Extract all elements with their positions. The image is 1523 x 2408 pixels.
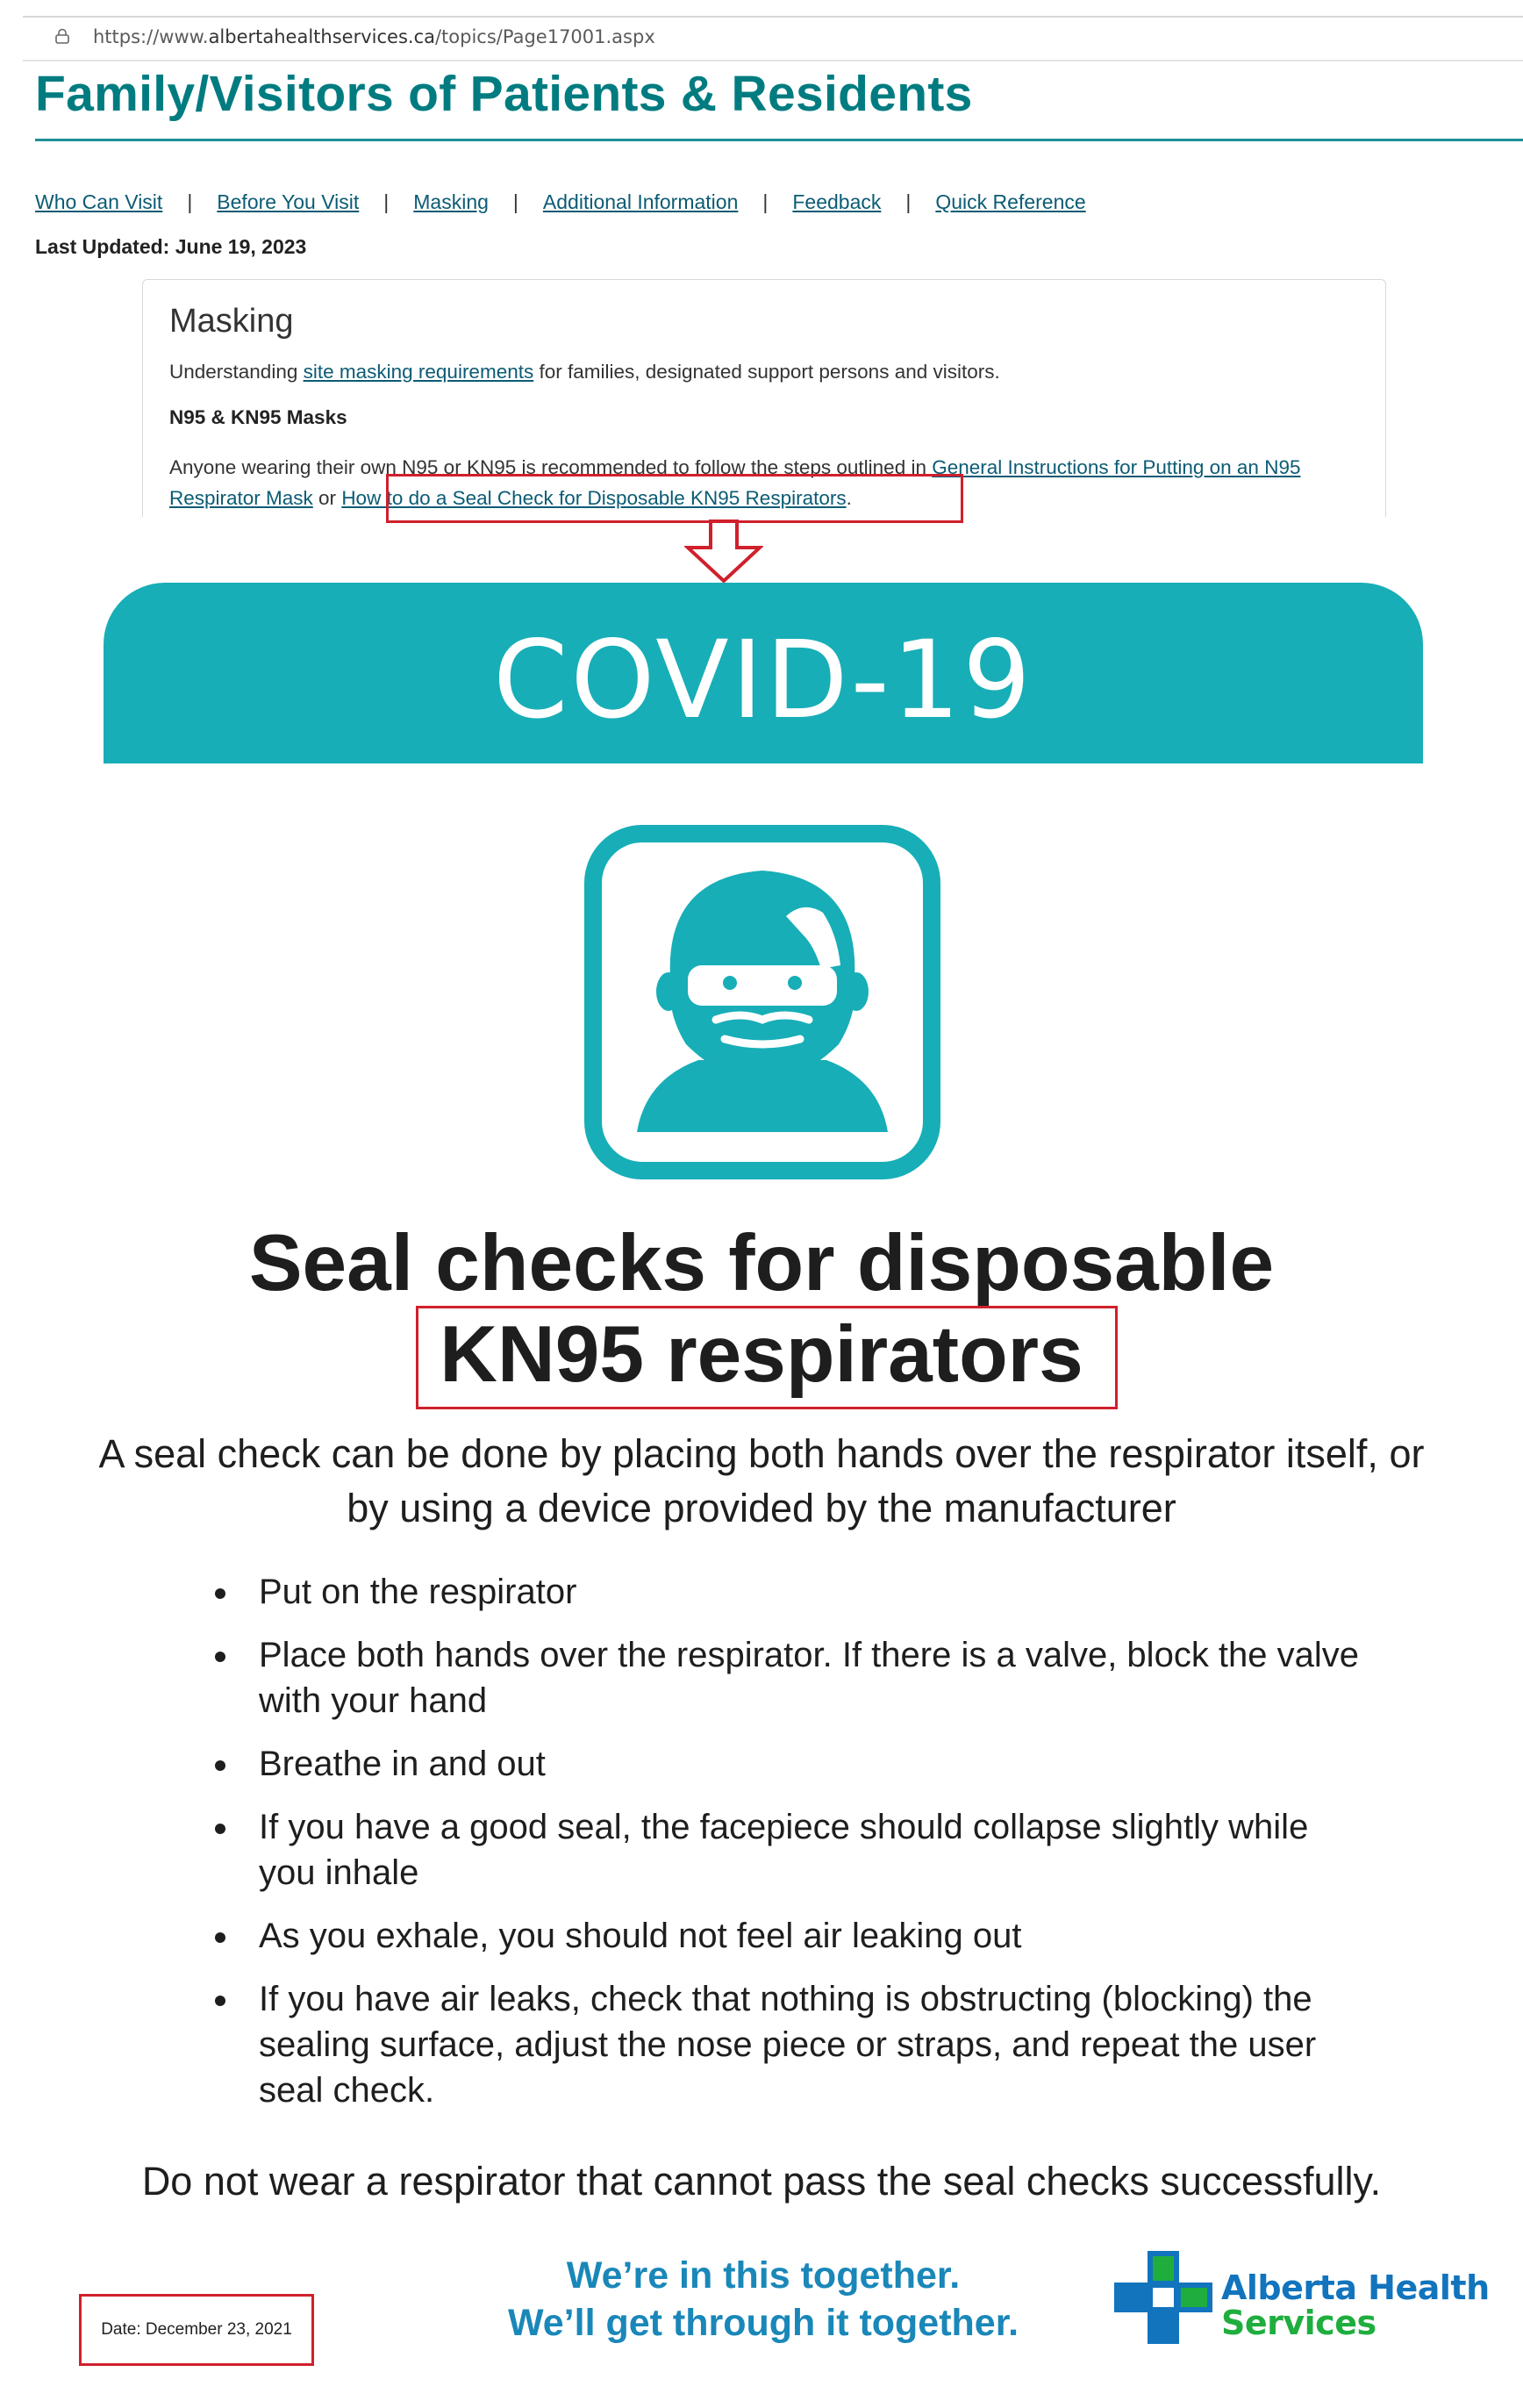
nav-link-additional-information[interactable]: Additional Information xyxy=(542,190,739,213)
seal-check-link-highlight xyxy=(386,474,963,523)
n95-instructions: Anyone wearing their own N95 or KN95 is recommended to follow the steps outlined in General Instructions for Putting on an N95 Respirator Mask or How to do a Seal Check for Disposable KN95 Respirators. xyxy=(169,456,1301,509)
ahs-cross-logo xyxy=(1114,2251,1212,2344)
kn95-title-highlight xyxy=(416,1306,1118,1409)
nav-link-who-can-visit[interactable]: Who Can Visit xyxy=(35,190,163,213)
date-highlight xyxy=(79,2294,314,2366)
covid-banner xyxy=(104,583,1423,763)
warning-text: Do not wear a respirator that cannot pass the seal checks successfully. xyxy=(141,2159,1382,2204)
nav-link-masking[interactable]: Masking xyxy=(413,190,489,213)
nav-separator: | xyxy=(187,190,193,213)
poster-title-line2: KN95 respirators xyxy=(440,1310,1083,1399)
masking-heading: Masking xyxy=(169,303,294,340)
list-item: As you exhale, you should not feel air leaking out xyxy=(215,1913,1373,1959)
section-nav xyxy=(35,188,1086,216)
page-title: Family/Visitors of Patients & Residents xyxy=(35,66,973,122)
nav-link-feedback[interactable]: Feedback xyxy=(792,190,882,213)
nav-separator: | xyxy=(383,190,390,213)
banner-title: COVID-19 xyxy=(493,618,1033,742)
logo-line2: Services xyxy=(1221,2304,1376,2342)
title-divider xyxy=(35,139,1523,141)
list-item: Breathe in and out xyxy=(215,1741,1373,1787)
nav-separator: | xyxy=(512,190,518,213)
ahs-logo-text xyxy=(1221,2270,1490,2340)
slogan xyxy=(491,2252,1035,2347)
slogan-line2: We’ll get through it together. xyxy=(507,2302,1019,2344)
address-bar[interactable] xyxy=(23,16,1523,61)
n95-subheading: N95 & KN95 Masks xyxy=(169,406,347,428)
nav-link-before-you-visit[interactable]: Before You Visit xyxy=(217,190,360,213)
list-item: If you have a good seal, the facepiece should collapse slightly while you inhale xyxy=(215,1804,1355,1896)
nav-link-quick-reference[interactable]: Quick Reference xyxy=(935,190,1086,213)
general-instructions-link[interactable]: General Instructions for Putting on an N95 Respirator Mask xyxy=(169,456,1301,509)
poster-date: Date: December 23, 2021 xyxy=(101,2320,292,2339)
list-item: Place both hands over the respirator. If there is a valve, block the valve with your hand xyxy=(215,1632,1373,1724)
slogan-line1: We’re in this together. xyxy=(566,2254,961,2297)
site-masking-link[interactable]: site masking requirements xyxy=(303,361,534,383)
person-mask-icon xyxy=(584,825,940,1179)
nav-separator: | xyxy=(762,190,769,213)
seal-check-link[interactable]: How to do a Seal Check for Disposable KN95 Respirators xyxy=(341,487,847,509)
lock-icon xyxy=(54,28,70,44)
poster-lead: A seal check can be done by placing both hands over the respirator itself, or by using a device provided by the manufacturer xyxy=(98,1431,1425,1530)
nav-separator: | xyxy=(905,190,912,213)
url-text[interactable]: https://www.albertahealthservices.ca/topics/Page17001.aspx xyxy=(93,26,655,47)
logo-line1: Alberta Health xyxy=(1221,2268,1490,2307)
poster-title-line1: Seal checks for disposable xyxy=(248,1219,1275,1308)
list-item: If you have air leaks, check that nothing is obstructing (blocking) the sealing surface, adjust the nose piece or straps, and repeat the user seal check. xyxy=(215,1976,1373,2113)
seal-check-steps xyxy=(215,1569,1373,2131)
last-updated: Last Updated: June 19, 2023 xyxy=(35,235,307,258)
down-arrow-icon xyxy=(684,520,763,584)
list-item: Put on the respirator xyxy=(215,1569,1373,1615)
masking-intro: Understanding site masking requirements for families, designated support persons and visitors. xyxy=(169,361,1000,383)
